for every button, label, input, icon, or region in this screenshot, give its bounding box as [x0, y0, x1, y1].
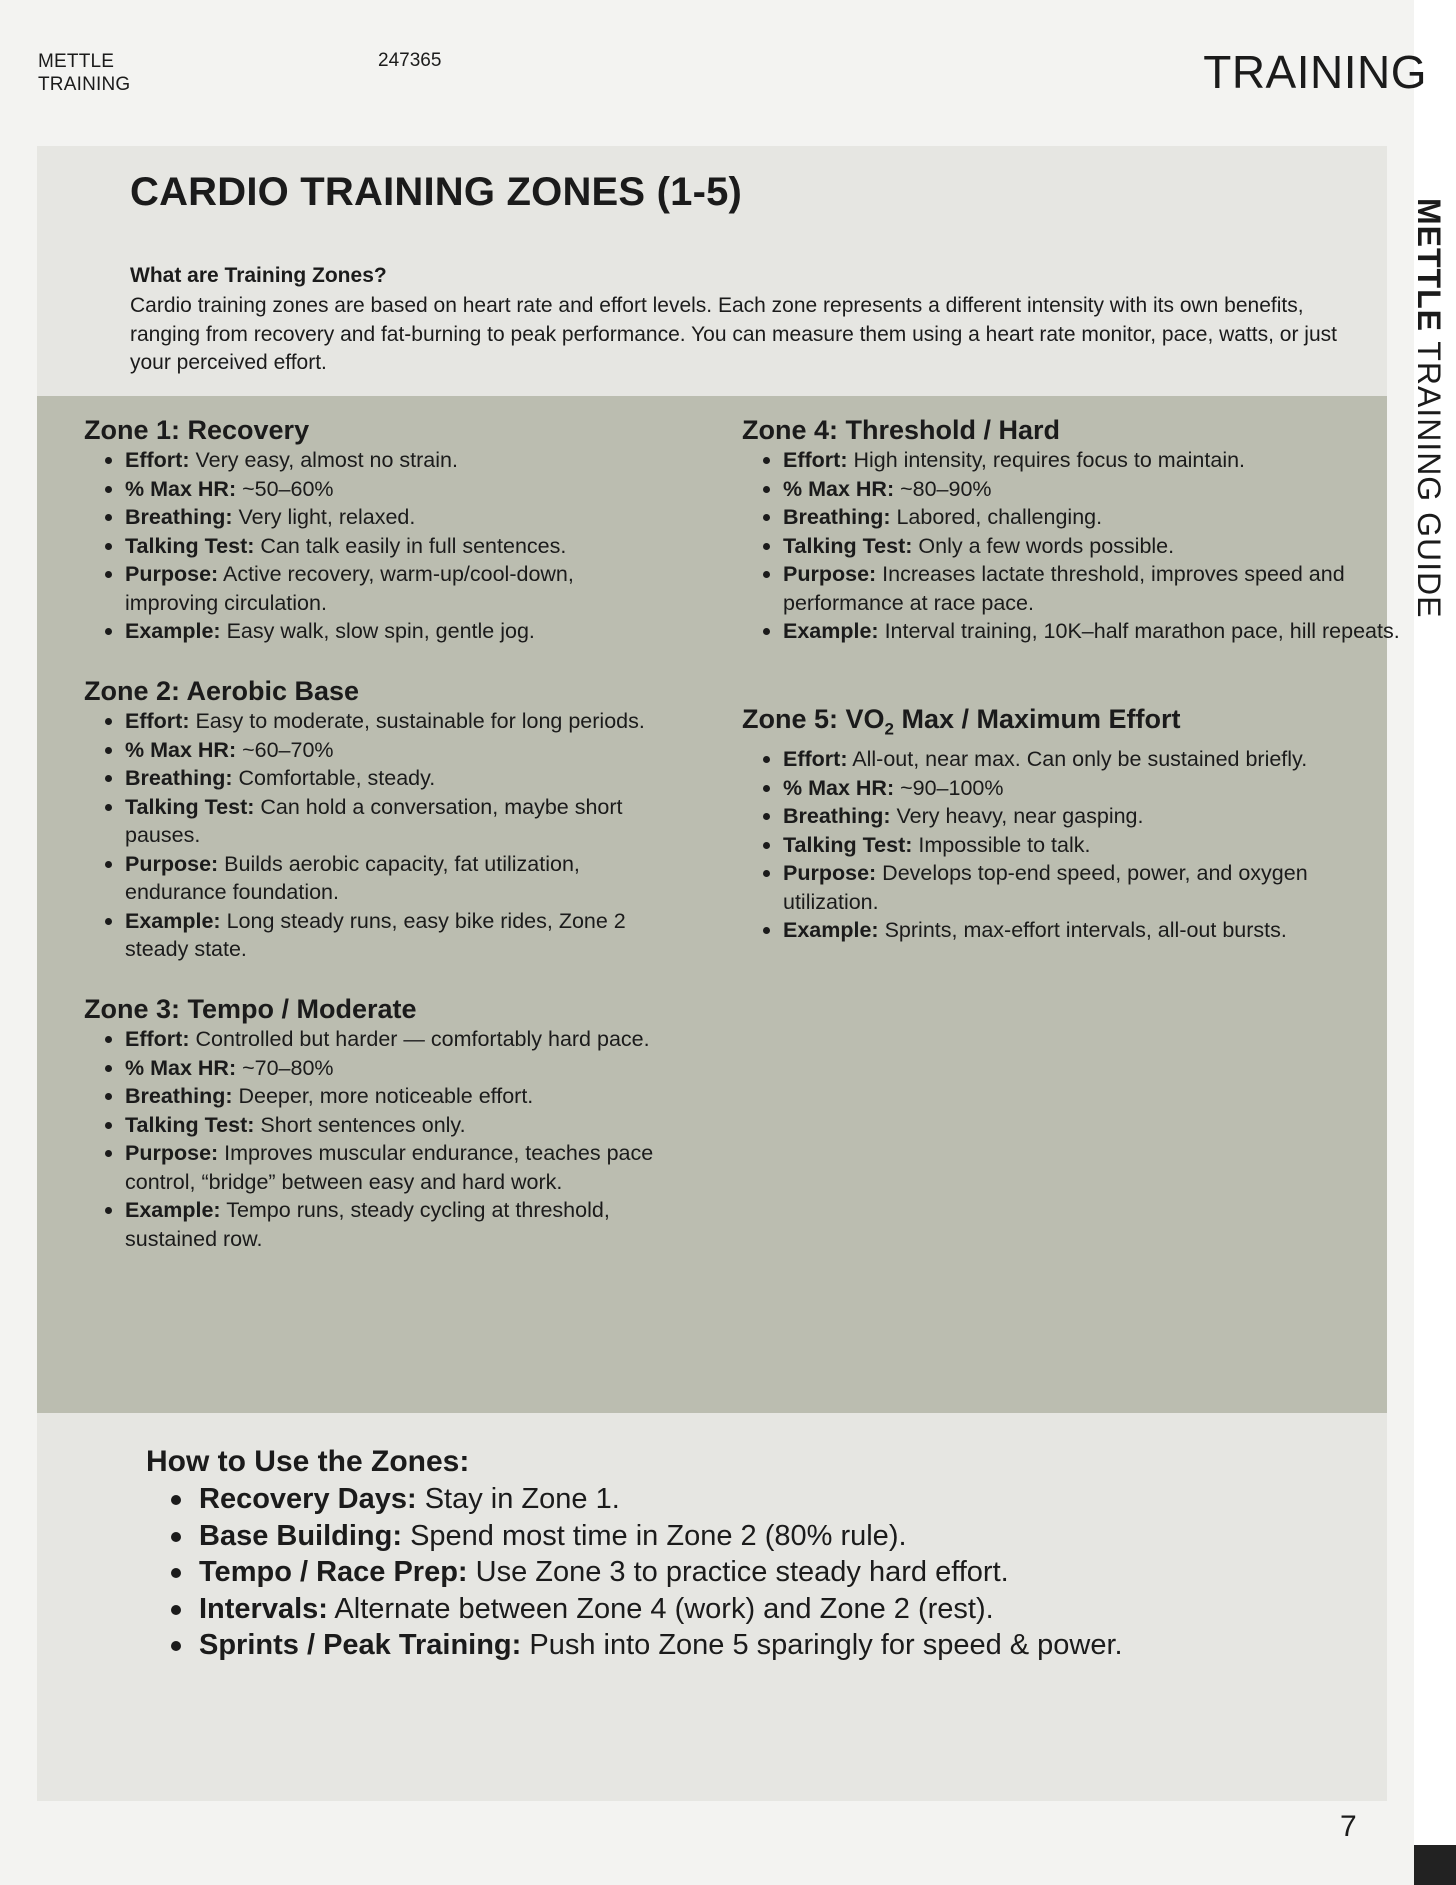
list-item: % Max HR: ~70–80%: [84, 1054, 724, 1083]
zone-3: [84, 993, 724, 1253]
zone-5-list: [742, 745, 1382, 945]
brand-line-1: METTLE: [38, 51, 115, 72]
list-item: Purpose: Improves muscular endurance, teaches pace control, “bridge” between easy and hard work.: [84, 1139, 725, 1196]
howto-title: How to Use the Zones:: [146, 1445, 470, 1478]
list-item: Example: Long steady runs, easy bike rides, Zone 2 steady state.: [84, 907, 685, 964]
list-item: Purpose: Increases lactate threshold, improves speed and performance at race pace.: [742, 560, 1398, 617]
list-item: Recovery Days: Stay in Zone 1.: [146, 1481, 1123, 1518]
list-item: % Max HR: ~50–60%: [84, 475, 724, 504]
zone-5: [742, 703, 1382, 945]
list-item: Talking Test: Can talk easily in full sentences.: [84, 532, 724, 561]
list-item: Purpose: Active recovery, warm-up/cool-down, improving circulation.: [84, 560, 625, 617]
list-item: % Max HR: ~60–70%: [84, 736, 724, 765]
list-item: Talking Test: Impossible to talk.: [742, 831, 1382, 860]
document-id: 247365: [378, 50, 442, 71]
brand-line-2: TRAINING: [38, 74, 131, 95]
corner-tab: [1414, 1845, 1456, 1885]
list-item: Example: Sprints, max-effort intervals, all-out bursts.: [742, 916, 1382, 945]
zone-1-title: Zone 1: Recovery: [84, 415, 310, 445]
list-item: Example: Interval training, 10K–half marathon pace, hill repeats.: [742, 617, 1423, 646]
zone-2-title: Zone 2: Aerobic Base: [84, 676, 360, 706]
zone-2: [84, 675, 724, 964]
list-item: Purpose: Builds aerobic capacity, fat utilization, endurance foundation.: [84, 850, 685, 907]
list-item: Breathing: Comfortable, steady.: [84, 764, 724, 793]
zone-1-list: [84, 446, 724, 646]
zone-4-list: [742, 446, 1400, 646]
list-item: Breathing: Deeper, more noticeable effort.: [84, 1082, 724, 1111]
list-item: Example: Easy walk, slow spin, gentle jog.: [84, 617, 724, 646]
intro-body: Cardio training zones are based on heart rate and effort levels. Each zone represents a different intensity with its own benefits, ranging from recovery and fat-burning to peak performance. You can measure them using a heart rate monitor, pace, watts, or just your perceived effort.: [130, 294, 1337, 374]
list-item: Effort: Controlled but harder — comfortably hard pace.: [84, 1025, 724, 1054]
intro-question: What are Training Zones?: [130, 264, 387, 287]
side-guide-rest: TRAINING GUIDE: [1411, 331, 1447, 619]
list-item: Purpose: Develops top-end speed, power, and oxygen utilization.: [742, 859, 1403, 916]
zone-4-title: Zone 4: Threshold / Hard: [742, 415, 1061, 445]
side-guide-bold: METTLE: [1411, 198, 1447, 332]
page-title: CARDIO TRAINING ZONES (1-5): [130, 170, 743, 214]
list-item: Example: Tempo runs, steady cycling at threshold, sustained row.: [84, 1196, 685, 1253]
list-item: Breathing: Labored, challenging.: [742, 503, 1382, 532]
list-item: Tempo / Race Prep: Use Zone 3 to practice steady hard effort.: [146, 1554, 1123, 1591]
list-item: Talking Test: Short sentences only.: [84, 1111, 724, 1140]
zone-3-list: [84, 1025, 724, 1253]
zone-5-title: Zone 5: $VO_2$ Max / Maximum Effort: [742, 704, 1181, 739]
list-item: Talking Test: Only a few words possible.: [742, 532, 1382, 561]
list-item: Effort: Very easy, almost no strain.: [84, 446, 724, 475]
zone-2-list: [84, 707, 724, 964]
zone-3-title: Zone 3: Tempo / Moderate: [84, 994, 417, 1024]
zone-4: [742, 414, 1400, 646]
list-item: Sprints / Peak Training: Push into Zone 5 sparingly for speed & power.: [146, 1627, 1123, 1664]
list-item: Intervals: Alternate between Zone 4 (work) and Zone 2 (rest).: [146, 1591, 1123, 1628]
list-item: Effort: High intensity, requires focus to maintain.: [742, 446, 1382, 475]
side-guide-label: [1410, 198, 1447, 618]
page-number: 7: [1340, 1810, 1357, 1843]
list-item: Base Building: Spend most time in Zone 2 (80% rule).: [146, 1518, 1123, 1555]
list-item: % Max HR: ~80–90%: [742, 475, 1382, 504]
zone-1: [84, 414, 724, 646]
list-item: Talking Test: Can hold a conversation, maybe short pauses.: [84, 793, 685, 850]
list-item: Breathing: Very heavy, near gasping.: [742, 802, 1382, 831]
list-item: Effort: All-out, near max. Can only be sustained briefly.: [742, 745, 1382, 774]
brand-name: [38, 50, 130, 96]
list-item: Effort: Easy to moderate, sustainable for long periods.: [84, 707, 724, 736]
list-item: % Max HR: ~90–100%: [742, 774, 1382, 803]
section-title: TRAINING: [1203, 46, 1427, 98]
list-item: Breathing: Very light, relaxed.: [84, 503, 724, 532]
howto-list: [146, 1481, 1123, 1664]
